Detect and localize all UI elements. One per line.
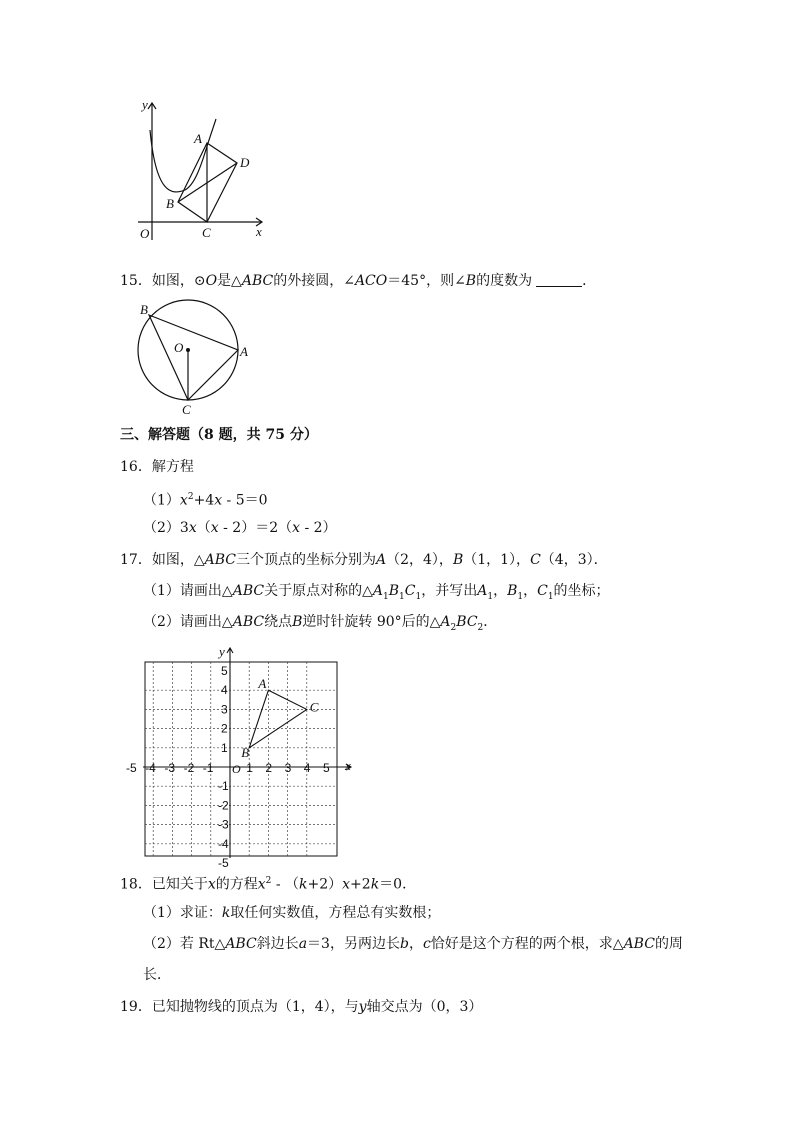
x-tick-label: -4 xyxy=(145,761,156,775)
answer-blank[interactable] xyxy=(536,272,582,287)
x-tick-label: 2 xyxy=(265,761,273,775)
q17-part-2: （2）请画出△ABC绕点B逆时针旋转 90°后的$\triangle A_2BC_2$． xyxy=(143,614,498,633)
q18-part-1: （1）求证：k取任何实数值，方程总有实数根； xyxy=(143,905,441,921)
label-y: y xyxy=(219,644,225,659)
label-origin: O xyxy=(232,762,241,776)
y-tick-label: 4 xyxy=(221,683,228,698)
label-c: C xyxy=(309,699,319,715)
label-d: D xyxy=(240,155,250,170)
label-a: A xyxy=(258,676,267,692)
q18-part-2: （2）若 Rt△ABC斜边长a＝3，另两边长b，c恰好是这个方程的两个根，求△ABC的周 xyxy=(143,936,683,952)
label-y: y xyxy=(142,97,148,112)
y-tick-label: -3 xyxy=(218,817,229,832)
label-a: A xyxy=(240,344,248,359)
x-tick-label: 4 xyxy=(303,761,311,775)
y-tick-label: 5 xyxy=(221,664,228,678)
y-tick-label: -2 xyxy=(218,798,229,813)
q16-part-2: （2）3x（x - 2）＝2（x - 2） xyxy=(143,520,337,536)
label-c: C xyxy=(202,225,211,240)
triangle-abc xyxy=(149,315,238,400)
label-o: O xyxy=(140,226,150,241)
q15-number: 15． xyxy=(120,273,152,289)
x-tick-label: -5 xyxy=(126,761,137,775)
label-b: B xyxy=(166,196,174,211)
x-tick-label: 3 xyxy=(284,761,292,775)
x-tick-label: -3 xyxy=(164,761,176,775)
question-19: 19．已知抛物线的顶点为（1，4），与y轴交点为（0，3） xyxy=(120,999,483,1015)
label-c: C xyxy=(182,402,191,417)
y-tick-label: 3 xyxy=(221,702,228,717)
triangle-abc xyxy=(249,690,307,748)
label-b: B xyxy=(241,744,250,760)
label-a: A xyxy=(194,131,202,146)
figure-q15-circle xyxy=(130,298,260,416)
label-b: B xyxy=(140,302,148,317)
q17-part-1: （1）请画出△ABC关于原点对称的$\triangle A_1B_1C_1$，并写出$A_1$，$B_1$，$C_1$的坐标； xyxy=(143,583,610,602)
question-18: 18．已知关于x的方程$x^2 - (k+2)x+2k=0$． xyxy=(120,876,417,893)
x-tick-label: 5 xyxy=(323,761,330,775)
label-x: x xyxy=(256,224,262,239)
section-3-heading: 三、解答题（8 题，共 75 分） xyxy=(120,427,318,443)
y-tick-label: -4 xyxy=(218,836,229,851)
y-tick-label: 1 xyxy=(221,740,228,755)
x-tick-label: -1 xyxy=(202,761,214,775)
center-point-o xyxy=(186,348,190,352)
q18-part-2-cont: 长． xyxy=(143,967,171,983)
figure-q14 xyxy=(130,95,280,245)
parabola-curve xyxy=(150,119,216,192)
question-16: 16．解方程 xyxy=(120,459,194,475)
label-x: x xyxy=(345,758,351,773)
x-tick-label: 1 xyxy=(246,761,253,775)
question-15: 15．如图，⊙O是△ABC的外接圆，∠ACO＝45°，则∠B的度数为 ． xyxy=(120,273,597,289)
q16-part-1: $(1)x^2+4x - 5=0$ xyxy=(143,492,268,509)
question-17: 17．如图，△ABC三个顶点的坐标分别为A（2，4），B（1，1），C（4，3）． xyxy=(120,552,608,568)
y-tick-label: -1 xyxy=(218,779,229,794)
label-o: O xyxy=(174,340,184,355)
x-tick-label: -2 xyxy=(183,761,195,775)
y-tick-label: -5 xyxy=(218,856,229,870)
figure-q17-grid xyxy=(126,640,365,870)
y-tick-label: 2 xyxy=(221,721,228,736)
